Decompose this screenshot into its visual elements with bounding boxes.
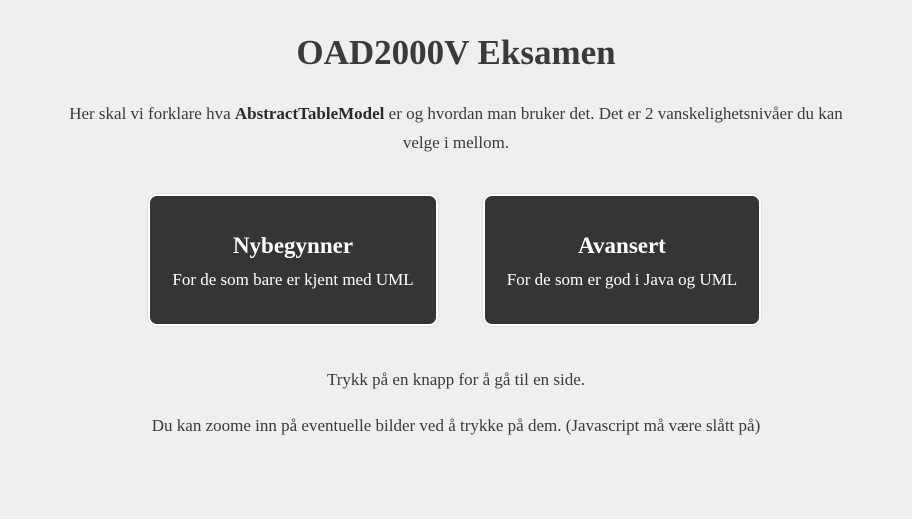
beginner-button[interactable] xyxy=(148,194,438,326)
page-title: OAD2000V Eksamen xyxy=(296,33,616,72)
beginner-description: For de som bare er kjent med UML xyxy=(172,270,414,289)
zoom-hint: Du kan zoome inn på eventuelle bilder ved å trykke på dem. (Javascript må være slått på) xyxy=(151,416,761,435)
intro-keyword: AbstractTableModel xyxy=(234,104,385,123)
advanced-button[interactable] xyxy=(483,194,761,326)
intro-text-end: er og hvordan man bruker det. Det er 2 vanskelighetsnivåer du kan velge i mellom. xyxy=(384,104,843,152)
advanced-description: For de som er god i Java og UML xyxy=(506,270,738,289)
intro-text-start: Her skal vi forklare hva xyxy=(69,104,235,123)
advanced-title: Avansert xyxy=(578,233,666,258)
intro-paragraph xyxy=(55,99,857,157)
navigate-hint: Trykk på en knapp for å gå til en side. xyxy=(326,370,586,389)
beginner-title: Nybegynner xyxy=(232,233,354,258)
